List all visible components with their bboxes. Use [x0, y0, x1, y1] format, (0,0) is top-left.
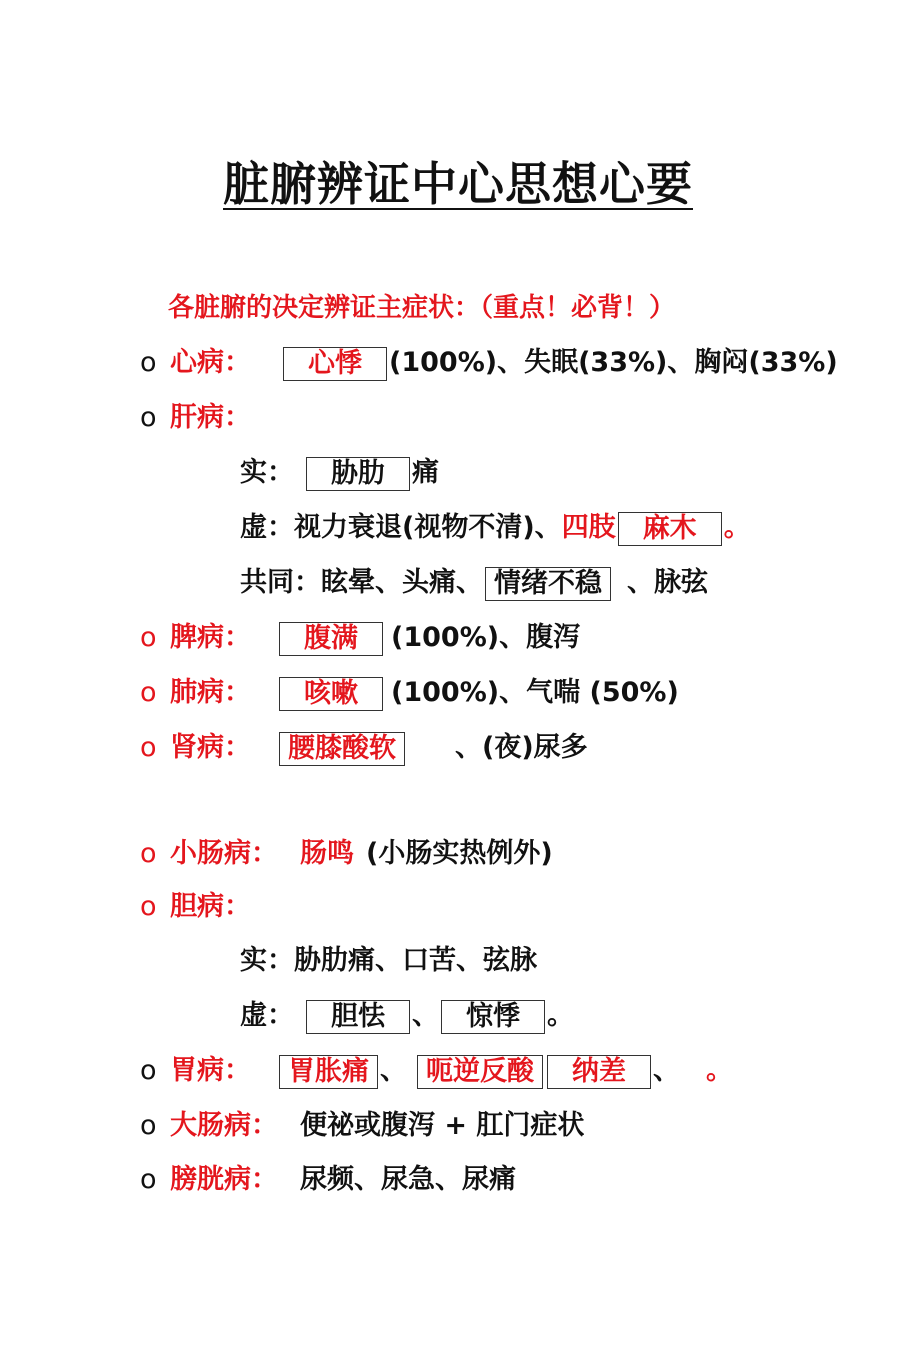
liver-common-row	[240, 563, 708, 603]
liver-excess-row	[240, 453, 439, 493]
liver-label: 肝病：	[170, 402, 251, 433]
heart-other-symptoms: (100%)、失眠(33%)、胸闷(33%)	[389, 347, 838, 378]
liver-deficiency-text: 视力衰退(视物不清)、	[294, 512, 562, 543]
kidney-rest: 、(夜)尿多	[455, 732, 588, 763]
bullet-icon: o	[140, 838, 157, 869]
bullet-icon: o	[140, 402, 157, 433]
heart-row	[140, 343, 838, 383]
liver-common-text: 眩晕、头痛、	[321, 567, 483, 598]
liver-deficiency-label: 虚：	[240, 512, 294, 543]
lung-label: 肺病：	[170, 677, 251, 708]
bullet-icon: o	[140, 677, 157, 708]
bladder-row	[140, 1160, 516, 1200]
gallbladder-deficiency-end: 。	[547, 1000, 574, 1031]
gallbladder-deficiency-row	[240, 996, 574, 1036]
stomach-key-symptom-1: 胃胀痛	[279, 1055, 378, 1089]
bullet-icon: o	[140, 1055, 157, 1086]
bullet-icon: o	[140, 1110, 157, 1141]
kidney-row	[140, 728, 588, 768]
gallbladder-deficiency-label: 虚：	[240, 1000, 294, 1031]
liver-common-label: 共同：	[240, 567, 321, 598]
stomach-separator-2: 、	[653, 1055, 680, 1086]
gallbladder-excess-label: 实：	[240, 945, 294, 976]
spleen-row	[140, 618, 580, 658]
bullet-icon: o	[140, 732, 157, 763]
stomach-end: 。	[706, 1055, 733, 1086]
small-intestine-row	[140, 834, 553, 874]
liver-excess-key-symptom: 胁肋	[306, 457, 410, 491]
liver-row	[140, 398, 251, 438]
lung-key-symptom: 咳嗽	[279, 677, 383, 711]
gallbladder-label: 胆病：	[170, 891, 251, 922]
gallbladder-separator: 、	[412, 1000, 439, 1031]
liver-deficiency-row	[240, 508, 751, 548]
bullet-icon: o	[140, 1164, 157, 1195]
large-intestine-text: 便祕或腹泻 + 肛门症状	[300, 1110, 585, 1141]
page-title: 脏腑辨证中心思想心要	[223, 157, 693, 211]
liver-deficiency-end: 。	[723, 512, 751, 543]
bullet-icon: o	[140, 891, 157, 922]
stomach-separator: 、	[380, 1055, 407, 1086]
heart-key-symptom: 心悸	[283, 347, 387, 381]
heart-label: 心病：	[170, 347, 251, 378]
bladder-label: 膀胱病：	[170, 1164, 278, 1195]
subtitle: 各脏腑的决定辨证主症状：（重点！必背！）	[168, 293, 676, 323]
bullet-icon: o	[140, 622, 157, 653]
stomach-row	[140, 1051, 733, 1091]
gallbladder-deficiency-box-1: 胆怯	[306, 1000, 410, 1034]
stomach-label: 胃病：	[170, 1055, 251, 1086]
liver-deficiency-red: 四肢	[561, 512, 616, 543]
liver-deficiency-key-symptom: 麻木	[618, 512, 722, 546]
small-intestine-label: 小肠病：	[170, 838, 278, 869]
lung-rest: (100%)、气喘 (50%)	[391, 677, 679, 708]
kidney-label: 肾病：	[170, 732, 251, 763]
liver-excess-rest: 痛	[412, 457, 439, 488]
small-intestine-rest: (小肠实热例外)	[366, 838, 553, 869]
kidney-key-symptom: 腰膝酸软	[279, 732, 405, 766]
lung-row	[140, 673, 679, 713]
gallbladder-row	[140, 887, 251, 927]
gallbladder-excess-row	[240, 941, 537, 981]
bladder-text: 尿频、尿急、尿痛	[300, 1164, 516, 1195]
gallbladder-excess-text: 胁肋痛、口苦、弦脉	[294, 945, 537, 976]
large-intestine-label: 大肠病：	[170, 1110, 278, 1141]
stomach-key-symptom-3: 纳差	[547, 1055, 651, 1089]
spleen-label: 脾病：	[170, 622, 251, 653]
gallbladder-deficiency-box-2: 惊悸	[441, 1000, 545, 1034]
liver-excess-label: 实：	[240, 457, 294, 488]
spleen-key-symptom: 腹满	[279, 622, 383, 656]
large-intestine-row	[140, 1106, 584, 1146]
small-intestine-key-symptom: 肠鸣	[300, 838, 354, 869]
spleen-rest: (100%)、腹泻	[391, 622, 581, 653]
stomach-key-symptom-2: 呃逆反酸	[417, 1055, 543, 1089]
bullet-icon: o	[140, 347, 157, 378]
liver-common-rest: 、脉弦	[627, 567, 708, 598]
liver-common-key-symptom: 情绪不稳	[485, 567, 611, 601]
